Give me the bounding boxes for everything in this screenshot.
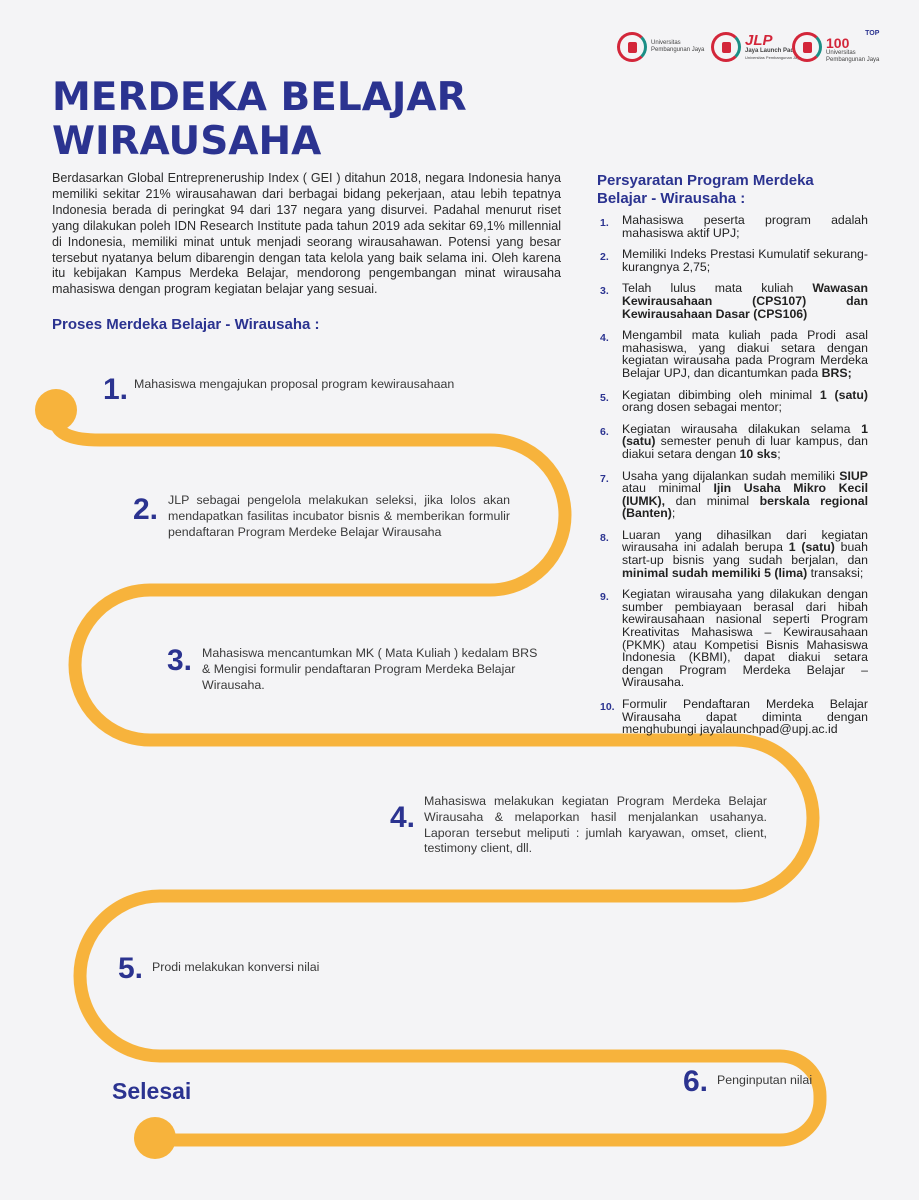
requirement-text: Memiliki Indeks Prestasi Kumulatif sekurang-kurangnya 2,75;: [622, 247, 868, 274]
requirement-item: [597, 329, 868, 379]
top100-logo-top: TOP: [865, 30, 880, 37]
upj-logo-line2: Pembangunan Jaya: [651, 47, 705, 53]
step-2-number: 2.: [133, 493, 159, 526]
step-4-text: Mahasiswa melakukan kegiatan Program Merdeka Belajar Wirausaha & melaporkan hasil menjalankan usahanya. Laporan tersebut meliputi : jumlah karyawan, omset, client, testimony client, dll.: [424, 794, 767, 856]
page-title-line2: WIRAUSAHA: [52, 119, 322, 164]
requirement-item: [597, 698, 868, 736]
end-label: Selesai: [112, 1078, 192, 1104]
requirement-item: [597, 389, 868, 414]
requirement-text: Formulir Pendaftaran Merdeka Belajar Wirausaha dapat diminta dengan menghubungi jayalaunchpad@upj.ac.id: [622, 697, 868, 737]
requirement-item: [597, 282, 868, 320]
step-6-text: Penginputan nilai: [717, 1073, 813, 1087]
step-1-number: 1.: [103, 373, 129, 406]
requirement-number: 2.: [600, 251, 609, 264]
requirement-number: 6.: [600, 425, 609, 438]
requirements-list: [597, 214, 868, 745]
requirement-text: Kegiatan wirausaha dilakukan selama 1 (satu) semester penuh di luar kampus, dan diakui setara dengan 10 sks;: [622, 421, 868, 461]
requirement-text: Mahasiswa peserta program adalah mahasiswa aktif UPJ;: [622, 213, 868, 240]
step-5-text: Prodi melakukan konversi nilai: [152, 960, 320, 974]
upj-logo-line1: Universitas: [651, 40, 681, 46]
step-1-text: Mahasiswa mengajukan proposal program kewirausahaan: [134, 377, 455, 391]
jlp-logo-line2: Universitas Pembangunan Jaya: [745, 55, 802, 60]
jlp-logo-mark-icon: [711, 32, 741, 62]
requirement-text: Kegiatan wirausaha yang dilakukan dengan sumber pembiayaan berasal dari hibah kewirausahaan nasional seperti Program Kreativitas Mahasiswa – Kewirausahaan (PKMK) atau Kompetisi Bisnis Mahasiswa Indonesia (KBMI), dapat diakui setara dengan Program Merdeka Belajar – Wirausaha.: [622, 587, 868, 690]
process-heading: Proses Merdeka Belajar - Wirausaha :: [52, 316, 320, 333]
path-end-dot: [134, 1117, 176, 1159]
top100-logo: [792, 30, 879, 64]
jlp-logo-line1: Jaya Launch Pad: [745, 48, 795, 54]
requirement-number: 5.: [600, 391, 609, 404]
requirement-text: Usaha yang dijalankan sudah memiliki SIUP atau minimal Ijin Usaha Mikro Kecil (IUMK), dan minimal berskala regional (Banten);: [622, 468, 868, 521]
jlp-logo: [711, 30, 801, 64]
requirements-heading: Persyaratan Program Merdeka Belajar - Wirausaha :: [597, 172, 814, 207]
requirement-number: 8.: [600, 531, 609, 544]
requirement-item: [597, 588, 868, 689]
requirement-text: Kegiatan dibimbing oleh minimal 1 (satu) orang dosen sebagai mentor;: [622, 387, 868, 415]
requirement-item: [597, 214, 868, 239]
step-3-number: 3.: [167, 644, 193, 677]
requirement-number: 4.: [600, 332, 609, 345]
requirement-text: Telah lulus mata kuliah Wawasan Kewirausahaan (CPS107) dan Kewirausahaan Dasar (CPS106): [622, 281, 868, 321]
step-5-number: 5.: [118, 952, 144, 985]
requirement-item: [597, 470, 868, 520]
requirement-number: 10.: [600, 701, 615, 713]
requirement-item: [597, 529, 868, 579]
jlp-logo-mark: JLP: [745, 32, 773, 49]
requirement-item: [597, 423, 868, 461]
page-title: [52, 76, 467, 164]
requirement-number: 1.: [600, 217, 609, 229]
page-title-line1: MERDEKA BELAJAR: [52, 75, 467, 120]
step-6-number: 6.: [683, 1065, 709, 1098]
requirement-text: Luaran yang dihasilkan dari kegiatan wirausaha ini adalah berupa 1 (satu) buah start-up bisnis yang sudah berjalan, dan minimal sudah memiliki 5 (lima) transaksi;: [622, 527, 868, 580]
requirement-number: 3.: [600, 285, 609, 298]
upj-logo-mark-icon: [617, 32, 647, 62]
intro-paragraph: Berdasarkan Global Entrepreneruship Index ( GEI ) ditahun 2018, negara Indonesia hanya memiliki sekitar 21% wirausahawan dari berbagai bidang pekerjaan, atau lebih tepatnya Indonesia berada di peringkat 94 dari 137 negara yang disurvei. Padahal menurut riset yang dilakukan poleh IDN Research Institute pada tahun 2019 ada sekitar 69,1% millennial di Indonesia, memiliki minat untuk menjadi seorang wirausahawan. Potensi yang besar tersebut nyatanya belum dibarengin dengan tata kelola yang baik selama ini. Oleh karena itu kebijakan Kampus Merdeka Belajar, mendorong pengembangan minat wirausaha mahasiswa dengan program kegiatan belajar yang sesuai.: [52, 171, 561, 297]
step-2-text: JLP sebagai pengelola melakukan seleksi, jika lolos akan mendapatkan fasilitas incubator bisnis & memberikan formulir pendaftaran Program Merdeke Belajar Wirausaha: [168, 493, 510, 539]
top100-logo-line1: Universitas: [826, 50, 856, 56]
step-4-number: 4.: [390, 801, 416, 834]
requirement-item: [597, 248, 868, 273]
requirement-text: Mengambil mata kuliah pada Prodi asal mahasiswa, yang diakui setara dengan kegiatan wirausaha pada Program Merdeka Belajar UPJ, dan dicantumkan pada BRS;: [622, 328, 868, 380]
upj-logo: [617, 30, 704, 64]
top100-logo-line2: Pembangunan Jaya: [826, 57, 880, 63]
step-3-text: Mahasiswa mencantumkan MK ( Mata Kuliah ) kedalam BRS & Mengisi formulir pendaftaran Program Merdeka Belajar Wirausaha.: [202, 646, 538, 692]
top100-logo-number: 100: [826, 35, 850, 51]
path-start-dot: [35, 389, 77, 431]
requirement-number: 9.: [600, 591, 609, 604]
requirement-number: 7.: [600, 472, 609, 485]
top100-logo-mark-icon: [792, 32, 822, 62]
